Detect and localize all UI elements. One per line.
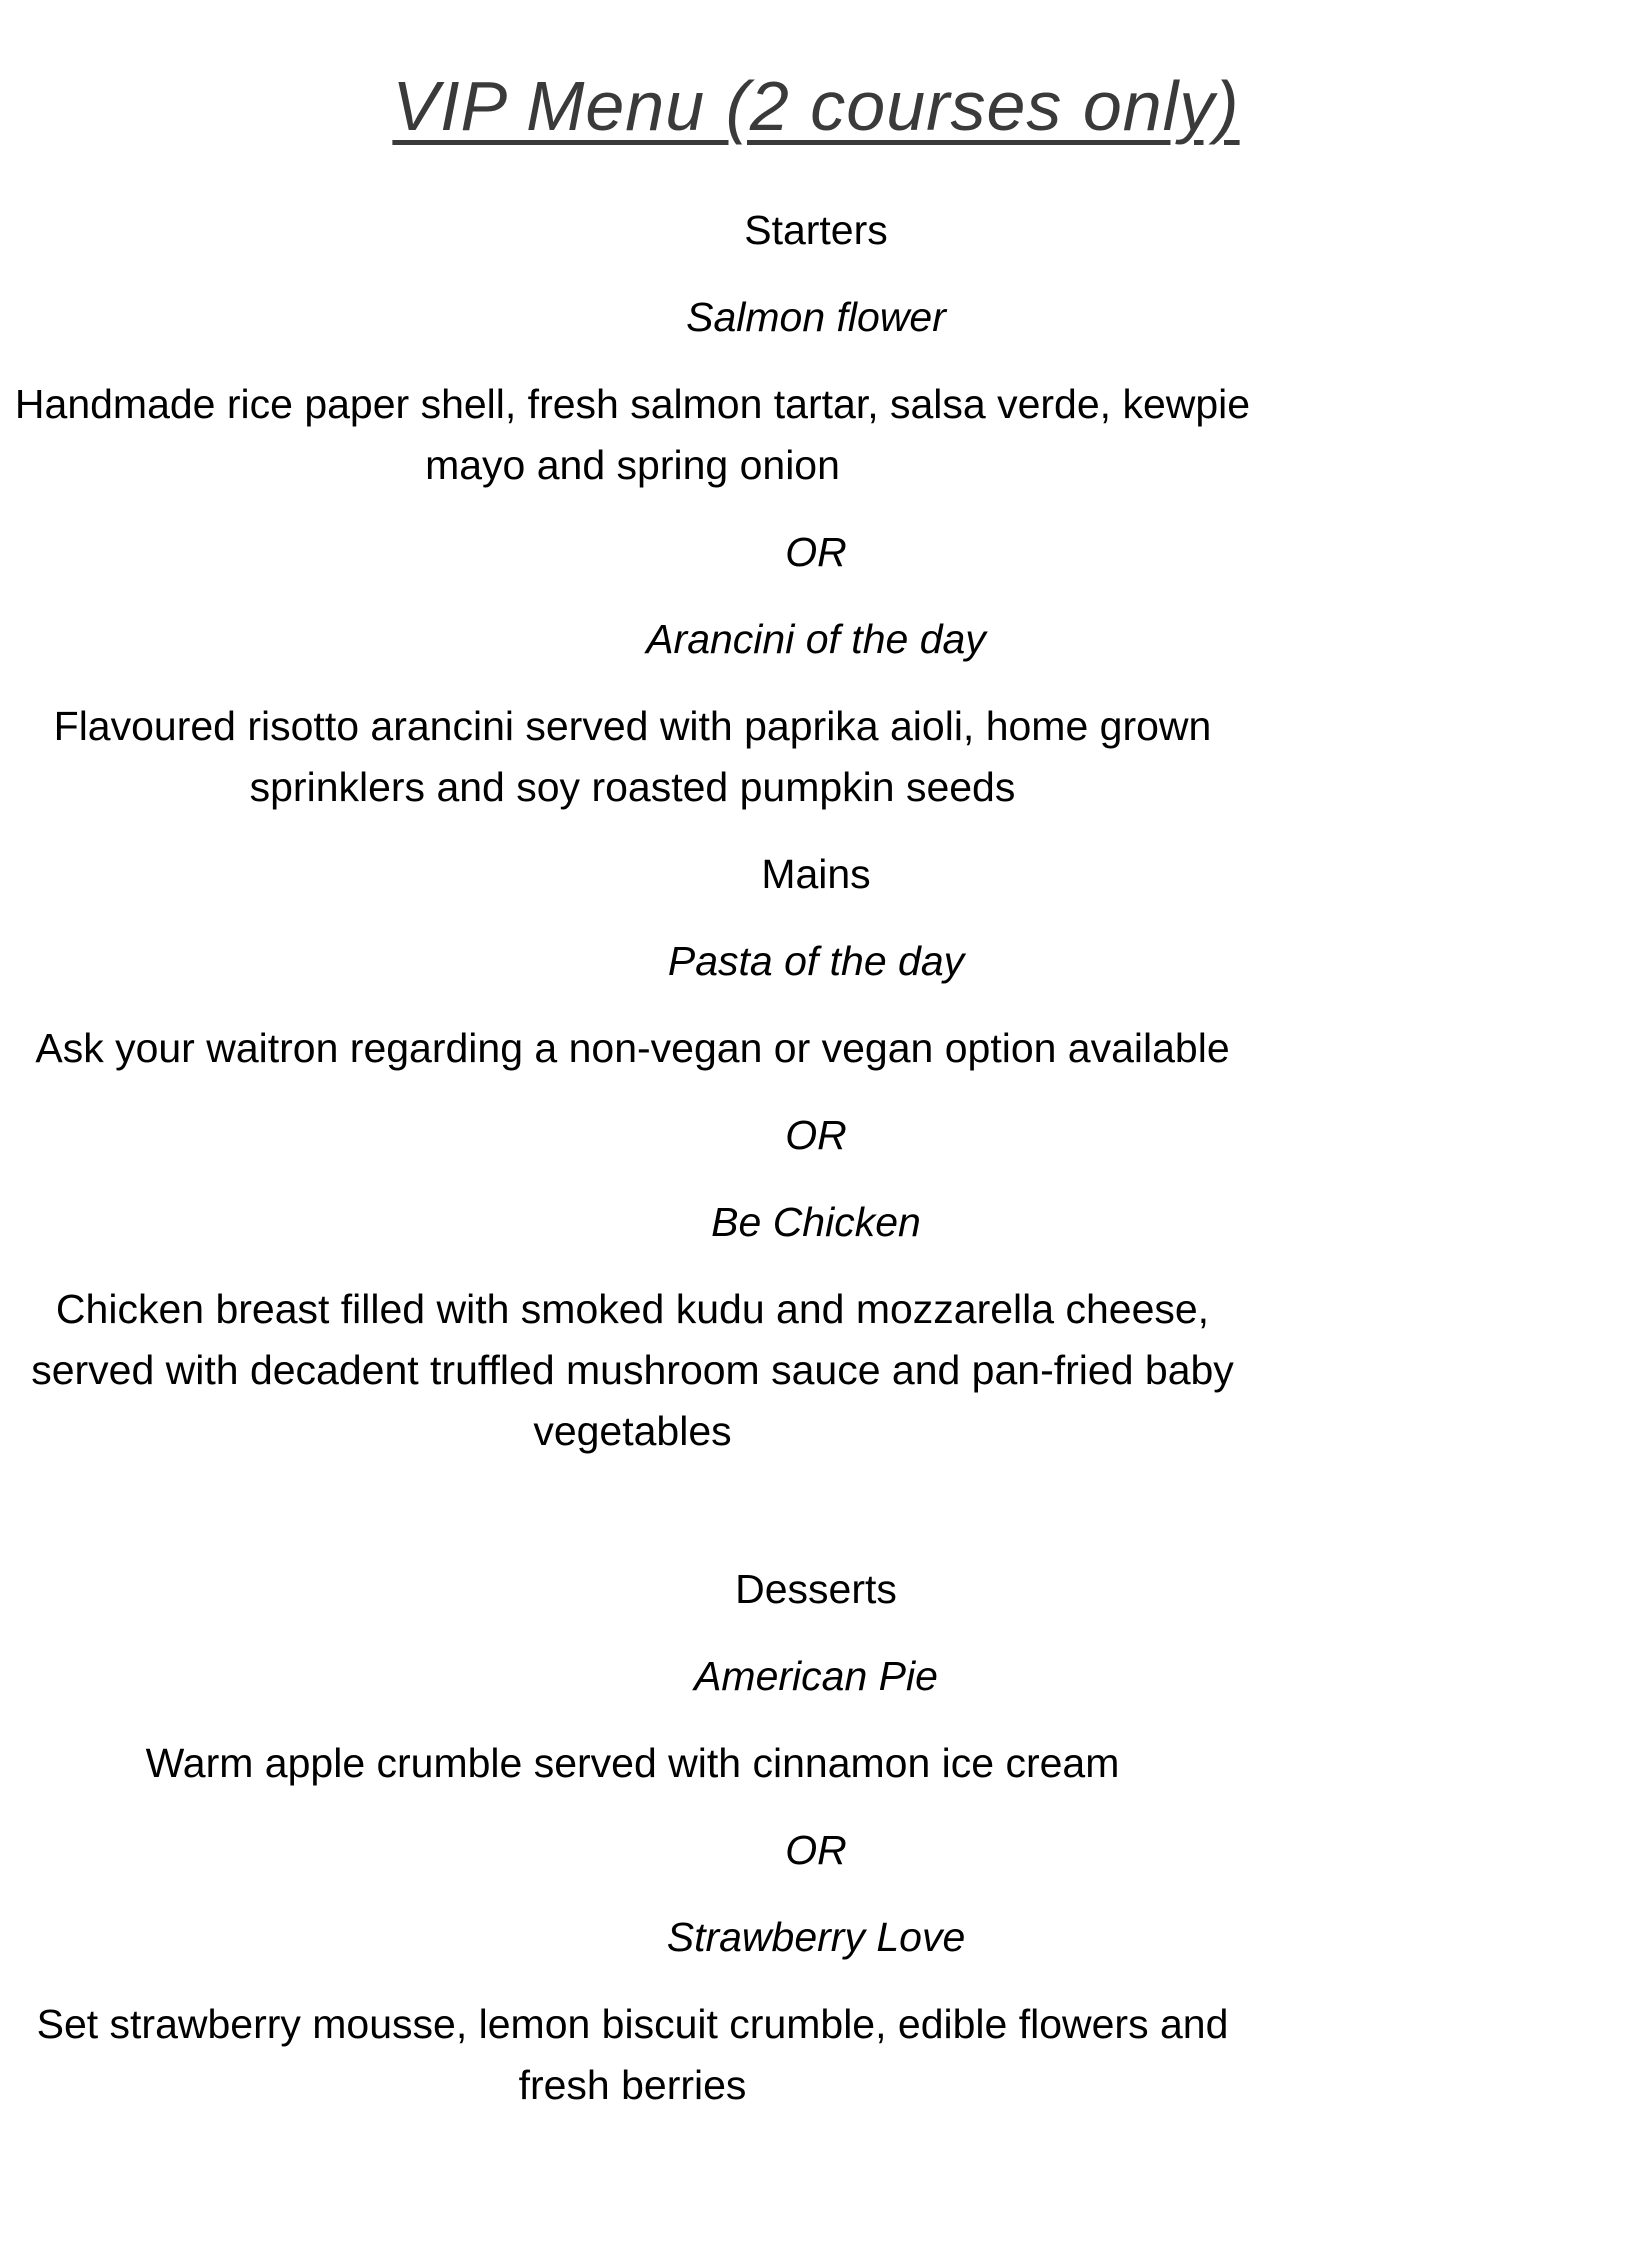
section-starters <box>0 200 1632 818</box>
menu-item-description: Chicken breast filled with smoked kudu and mozzarella cheese, served with decadent truffled mushroom sauce and pan-fried baby vegetables <box>31 1286 1234 1454</box>
section-mains <box>0 844 1632 1462</box>
or-separator: OR <box>785 1112 847 1158</box>
menu-item-description: Flavoured risotto arancini served with paprika aioli, home grown sprinklers and soy roasted pumpkin seeds <box>53 703 1212 810</box>
menu-item-name: Arancini of the day <box>646 616 986 662</box>
menu-item-description: Warm apple crumble served with cinnamon ice cream <box>145 1740 1120 1786</box>
menu-item-description: Ask your waitron regarding a non-vegan or vegan option available <box>35 1025 1230 1071</box>
menu-item-name: American Pie <box>694 1653 938 1699</box>
or-separator: OR <box>785 1827 847 1873</box>
menu-item-description: Handmade rice paper shell, fresh salmon tartar, salsa verde, kewpie mayo and spring onion <box>14 381 1251 488</box>
section-heading: Mains <box>761 851 871 897</box>
menu-item-description: Set strawberry mousse, lemon biscuit crumble, edible flowers and fresh berries <box>36 2001 1229 2108</box>
menu-item-name: Pasta of the day <box>667 938 965 984</box>
menu-body <box>0 200 1632 2116</box>
menu-item-name: Be Chicken <box>711 1199 921 1245</box>
menu-item-name: Strawberry Love <box>666 1914 966 1960</box>
section-desserts <box>0 1559 1632 2116</box>
section-heading: Desserts <box>735 1566 897 1612</box>
or-separator: OR <box>785 529 847 575</box>
section-heading: Starters <box>744 207 888 253</box>
menu-title: VIP Menu (2 courses only) <box>392 67 1240 145</box>
menu-item-name: Salmon flower <box>686 294 946 340</box>
